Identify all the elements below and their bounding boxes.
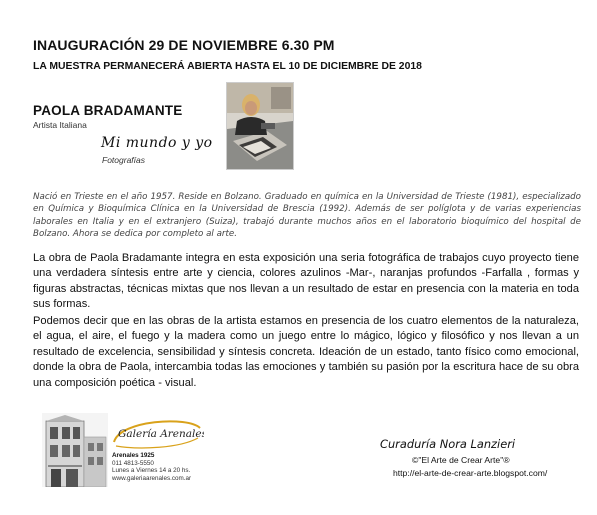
medium-label: Fotografías — [102, 155, 145, 165]
description-paragraph-2: Podemos decir que en las obras de la artista estamos en presencia de los cuatro elementos de la naturaleza, el agua, el aire, el fuego y la madera como un juego entre lo mágico, lógico y filosófico y nos llevan a un resultado de excelencia, sensibilidad y síntesis concreta. Ideación de un estado, tanto físico como emocional, donde la obra de Paola, intercambia todas las emociones y también su pasión por la escritura hace de su obra una composición poética - visual. — [33, 315, 579, 389]
gallery-address: Arenales 1925 — [112, 452, 155, 459]
artist-name: PAOLA BRADAMANTE — [33, 103, 183, 118]
artist-nationality: Artista Italiana — [33, 120, 87, 130]
artist-photo — [226, 82, 294, 170]
gallery-hours: Lunes a Viernes 14 a 20 hs. — [112, 467, 191, 475]
gallery-building-image — [42, 413, 108, 487]
brand-name: ©"El Arte de Crear Arte"® — [412, 455, 510, 465]
blog-url[interactable]: http://el-arte-de-crear-arte.blogspot.com/ — [393, 468, 548, 478]
gallery-logo — [110, 416, 204, 452]
svg-text:Galería Arenales: Galería Arenales — [118, 428, 204, 440]
gallery-website[interactable]: www.galeriaarenales.com.ar — [112, 474, 192, 482]
show-title: Mi mundo y yo — [101, 135, 213, 151]
exhibition-dates: LA MUESTRA PERMANECERÁ ABIERTA HASTA EL 10 DE DICIEMBRE DE 2018 — [33, 61, 422, 72]
gallery-phone: 011 4813-5550 — [112, 459, 154, 467]
inauguration-title: INAUGURACIÓN 29 DE NOVIEMBRE 6.30 PM — [33, 37, 335, 53]
curator-credit: Curaduría Nora Lanzieri — [380, 437, 516, 451]
artist-bio: Nació en Trieste en el año 1957. Reside en Bolzano. Graduado en química en la Universidad de Trieste (1981), especializado en Química y Bioquímica Clínica en la Universidad de Brescia (1992). Además de ser políglota y de varias experiencias laborales en Italia y en el extranjero (Suiza), trabajó durante muchos años en el laboratorio bioquímico del hospital de Bolzano. Ahora se dedica por completo al arte. — [33, 192, 581, 240]
gallery-contact-info — [112, 452, 191, 482]
description-paragraph-1: La obra de Paola Bradamante integra en esta exposición una seria fotográfica de trabajos cuyo proyecto tiene una verdadera síntesis entre arte y ciencia, colores azulinos -Mar-, naranjas profundos -Farfalla , formas y figuras abstractas, técnicas mixtas que nos llevan a un resultado de estar en presencia con la materia en toda sus formas. — [33, 252, 579, 311]
